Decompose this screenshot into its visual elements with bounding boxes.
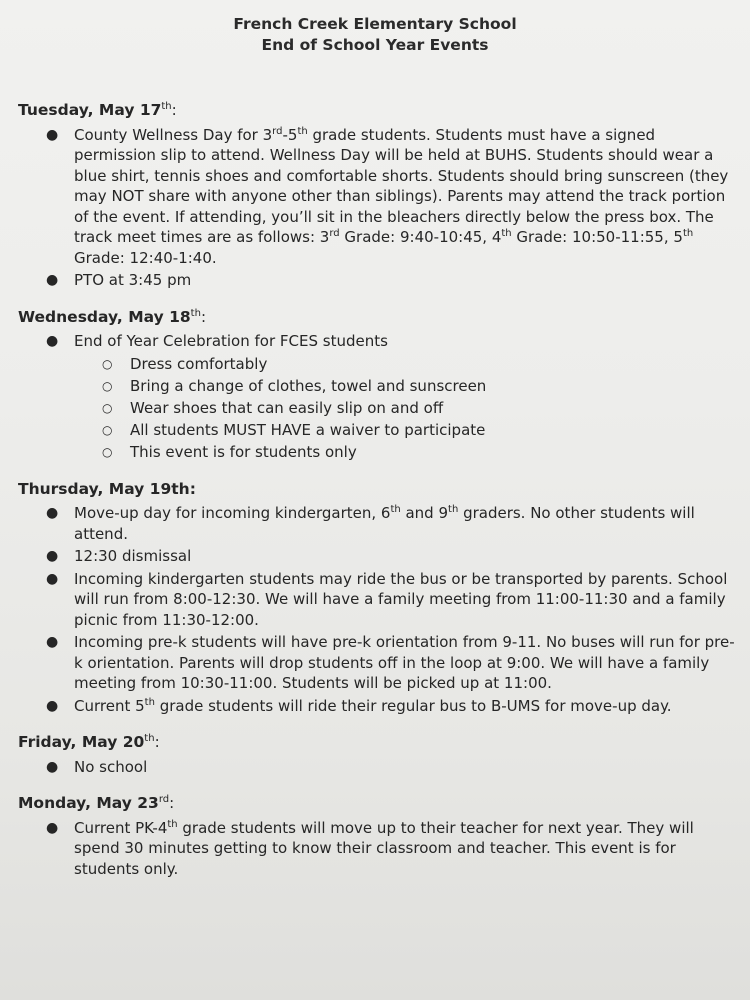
school-name: French Creek Elementary School (233, 15, 517, 33)
section-heading: Monday, May 23rd: (18, 794, 175, 812)
section-wednesday (18, 307, 740, 463)
events-list (18, 100, 740, 895)
bullet-icon: ● (46, 505, 59, 521)
bullet-list (18, 503, 740, 716)
circle-bullet-icon: ○ (102, 444, 113, 459)
day-label: Monday, May 23 (18, 794, 159, 812)
bullet-list (18, 125, 740, 291)
bullet-icon: ● (46, 333, 59, 349)
section-heading: Tuesday, May 17th: (18, 101, 177, 119)
circle-bullet-icon: ○ (102, 400, 113, 415)
bullet-icon: ● (46, 758, 59, 775)
day-suffix: th (144, 733, 155, 744)
list-item: ● Move-up day for incoming kindergarten, 6th and 9th graders. No other students will attend. (46, 504, 695, 543)
bullet-icon: ● (46, 819, 59, 836)
section-thursday (18, 479, 740, 717)
list-item: ● Incoming kindergarten students may ride the bus or be transported by parents. School will run from 8:00-12:30. We will have a family meeting from 11:00-11:30 and a family picnic from 11:30-12:00. (46, 569, 728, 629)
day-label: Thursday, May 19th: (18, 479, 196, 498)
bullet-icon: ● (46, 570, 59, 587)
circle-bullet-icon: ○ (102, 356, 113, 371)
day-label: Wednesday, May 18 (18, 307, 191, 326)
sub-list-item: ○ Wear shoes that can easily slip on and off (102, 398, 444, 417)
bullet-icon: ● (46, 126, 59, 143)
circle-bullet-icon: ○ (102, 378, 113, 393)
list-item: ● No school (46, 757, 148, 776)
day-label: Friday, May 20 (18, 733, 145, 751)
section-monday (18, 793, 740, 879)
document-title: End of School Year Events (261, 36, 489, 54)
bullet-list (18, 331, 740, 463)
bullet-list (18, 757, 740, 778)
bullet-icon: ● (46, 272, 59, 288)
bullet-icon: ● (46, 697, 59, 714)
day-label: Tuesday, May 17 (18, 101, 162, 119)
list-item: ● Incoming pre-k students will have pre-k orientation from 9-11. No buses will run for pre-k orientation. Parents will drop students off in the loop at 9:00. We will have a family meeting from 10:30-11:00. Students will be picked up at 11:00. (46, 633, 735, 692)
list-item: ● 12:30 dismissal (46, 547, 192, 565)
section-heading: Wednesday, May 18th: (18, 307, 206, 326)
list-item: ● Current PK-4th grade students will move up to their teacher for next year. They will spend 30 minutes getting to know their classroom and teacher. This event is for students only. (46, 818, 694, 878)
section-heading (18, 479, 740, 500)
list-item: ● County Wellness Day for 3rd-5th grade students. Students must have a signed permission slip to attend. Wellness Day will be held at BUHS. Students should wear a blue shirt, tennis shoes and comfortable shorts. Students should bring sunscreen (they may NOT share with anyone other than siblings). Parents may attend the track portion of the event. If attending, you’ll sit in the bleachers directly below the press box. The track meet times are as follows: 3rd Grade: 9:40-10:45, 4th Grade: 10:50-11:55, 5th Grade: 12:40-1:40. (46, 125, 729, 267)
sub-list-item: ○ All students MUST HAVE a waiver to participate (102, 420, 486, 439)
section-tuesday (18, 100, 740, 291)
day-suffix: th (161, 101, 172, 112)
bullet-list (18, 818, 740, 880)
day-suffix: th (190, 307, 201, 319)
sub-list-item: ○ Dress comfortably (102, 354, 268, 373)
sub-list-item: ○ Bring a change of clothes, towel and sunscreen (102, 376, 487, 395)
document-header (0, 14, 750, 56)
section-heading: Friday, May 20th: (18, 733, 160, 751)
list-item: ● Current 5th grade students will ride their regular bus to B-UMS for move-up day. (46, 696, 672, 715)
sub-list (74, 353, 740, 463)
list-item: ● End of Year Celebration for FCES students ○ Dress comfortably ○ Bring a change of clothes, towel and sunscreen ○ Wear shoes that can easily slip on and off ○ All students MUST HAVE a waiver to participate ○ This event is for students only (18, 331, 740, 463)
bullet-icon: ● (46, 548, 59, 564)
bullet-icon: ● (46, 634, 59, 650)
sub-list-item: ○ This event is for students only (102, 442, 357, 461)
section-friday (18, 732, 740, 777)
day-suffix: rd (158, 794, 170, 805)
list-item: ● PTO at 3:45 pm (46, 271, 192, 289)
circle-bullet-icon: ○ (102, 422, 113, 437)
